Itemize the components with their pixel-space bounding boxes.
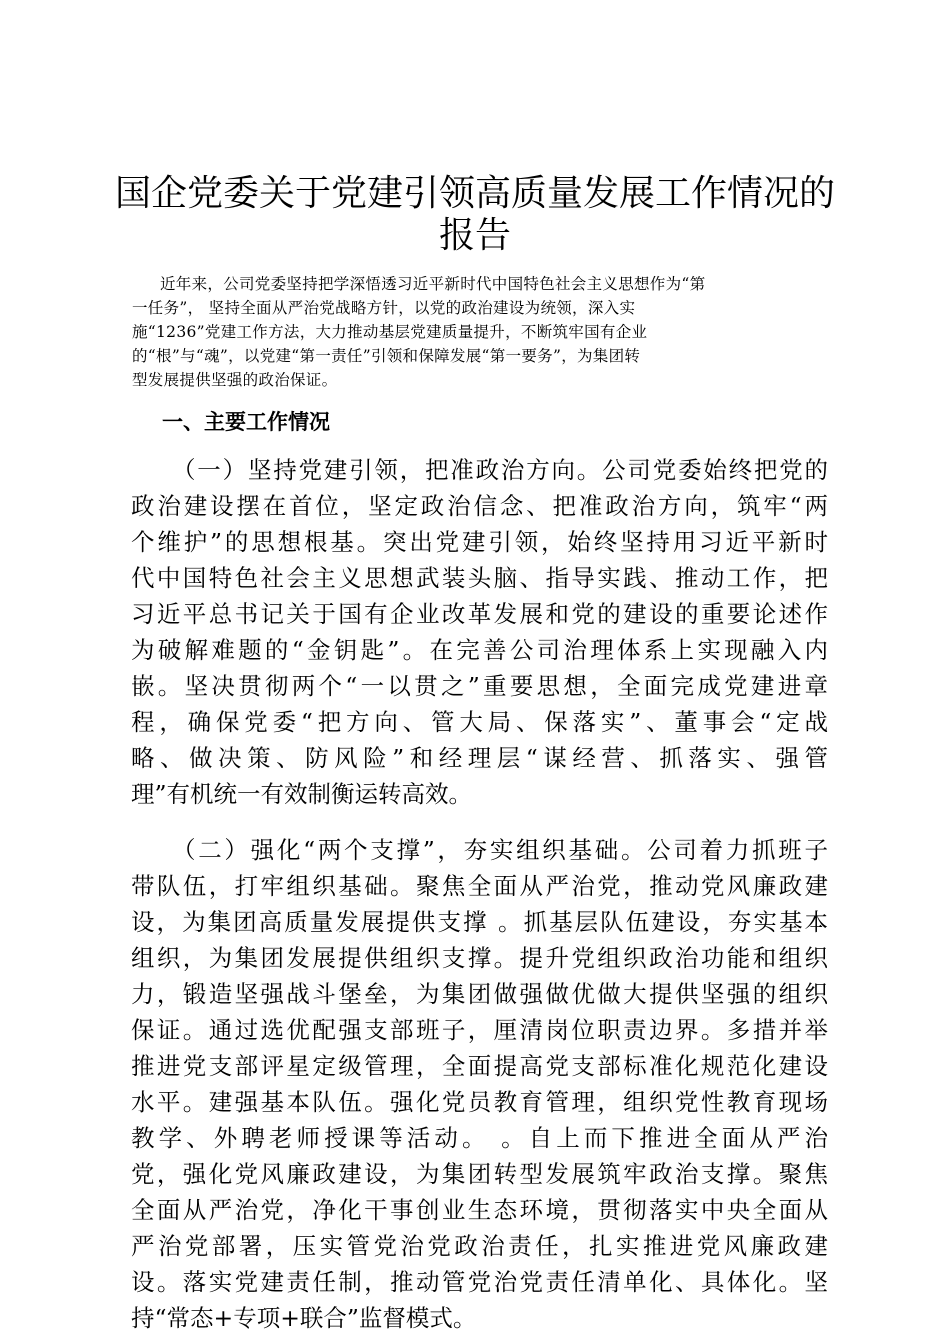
paragraph-line: 为破解难题的“金钥匙”。在完善公司治理体系上实现融入内 (131, 636, 828, 664)
intro-line: 一任务”， 坚持全面从严治党战略方针，以党的政治建设为统领，深入实 (132, 299, 636, 317)
intro-line: 的“根”与“魂”，以党建“第一责任”引领和保障发展“第一要务”，为集团转 (132, 347, 641, 365)
paragraph-line: 嵌。坚决贯彻两个“一以贯之”重要思想，全面完成党建进章 (131, 672, 828, 700)
paragraph-line: 推进党支部评星定级管理，全面提高党支部标准化规范化建设 (131, 1052, 828, 1080)
section-heading: 一、主要工作情况 (162, 409, 330, 434)
paragraph-line: 组织，为集团发展提供组织支撑。提升党组织政治功能和组织 (131, 944, 828, 972)
paragraph-line: 严治党部署，压实管党治党政治责任，扎实推进党风廉政建 (131, 1232, 828, 1260)
paragraph-line: 保证。通过选优配强支部班子，厘清岗位职责边界。多措并举 (131, 1016, 828, 1044)
document-title-line-2: 报告 (438, 215, 511, 256)
paragraph-line: （一）坚持党建引领，把准政治方向。公司党委始终把党的 (172, 456, 828, 484)
document-title-line-1: 国企党委关于党建引领高质量发展工作情况的 (114, 173, 835, 214)
paragraph-line: 略、做决策、防风险”和经理层“谋经营、抓落实、强管 (131, 744, 828, 772)
paragraph-line: 设。落实党建责任制，推动管党治党责任清单化、具体化。坚 (131, 1268, 828, 1296)
paragraph-line: 持“常态+专项+联合”监督模式。 (131, 1304, 477, 1332)
paragraph-line: 教学、外聘老师授课等活动。 。自上而下推进全面从严治 (131, 1124, 828, 1152)
paragraph-line: 设，为集团高质量发展提供支撑 。抓基层队伍建设，夯实基本 (131, 908, 828, 936)
paragraph-line: 水平。建强基本队伍。强化党员教育管理，组织党性教育现场 (131, 1088, 828, 1116)
paragraph-line: 带队伍，打牢组织基础。聚焦全面从严治党，推动党风廉政建 (131, 872, 828, 900)
paragraph-line: 政治建设摆在首位，坚定政治信念、把准政治方向，筑牢“两 (131, 492, 828, 520)
paragraph-line: 力，锻造坚强战斗堡垒，为集团做强做优做大提供坚强的组织 (131, 980, 828, 1008)
paragraph-line: 个维护”的思想根基。突出党建引领，始终坚持用习近平新时 (131, 528, 828, 556)
paragraph-line: 全面从严治党，净化干事创业生态环境，贯彻落实中央全面从 (131, 1196, 828, 1224)
paragraph-line: 程，确保党委“把方向、管大局、保落实”、董事会“定战 (131, 708, 828, 736)
paragraph-line: 代中国特色社会主义思想武装头脑、指导实践、推动工作，把 (131, 564, 828, 592)
paragraph-line: （二）强化“两个支撑”，夯实组织基础。公司着力抓班子 (172, 836, 828, 864)
intro-line: 型发展提供坚强的政治保证。 (132, 371, 338, 389)
paragraph-line: 党，强化党风廉政建设，为集团转型发展筑牢政治支撑。聚焦 (131, 1160, 828, 1188)
paragraph-line: 习近平总书记关于国有企业改革发展和党的建设的重要论述作 (131, 600, 828, 628)
paragraph-line: 理”有机统一有效制衡运转高效。 (131, 780, 473, 808)
intro-line: 近年来，公司党委坚持把学深悟透习近平新时代中国特色社会主义思想作为“第 (160, 275, 706, 293)
intro-line: 施“1236”党建工作方法，大力推动基层党建质量提升，不断筑牢国有企业 (132, 323, 648, 341)
